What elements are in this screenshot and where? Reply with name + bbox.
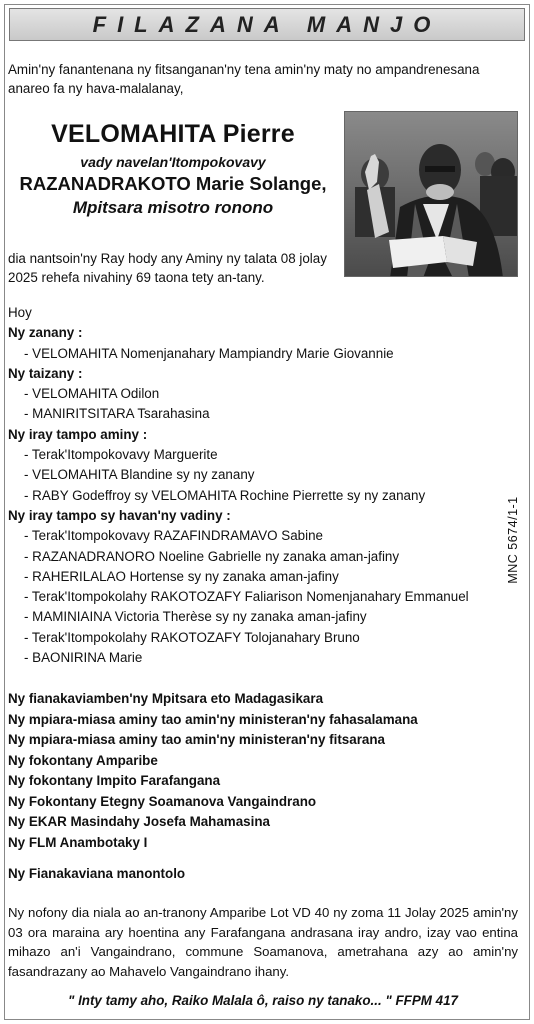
death-notice: dia nantsoin'ny Ray hody any Aminy ny talata 08 jolay 2025 rehefa nivahiny 69 taona tety an-tany. (8, 251, 327, 285)
notice-title: FILAZANA MANJO (92, 11, 442, 37)
organization-item: Ny Fokontany Etegny Soamanova Vangaindrano (8, 793, 317, 809)
list-item: - RAHERILALAO Hortense sy ny zanaka aman-jafiny (24, 568, 339, 584)
list-item: - MAMINIAINA Victoria Therèse sy ny zanaka aman-jafiny (24, 609, 367, 625)
list-item: - VELOMAHITA Blandine sy ny zanany (24, 467, 255, 483)
closing-family: Ny Fianakaviana manontolo (8, 866, 186, 881)
notice-header (9, 8, 525, 41)
list-item: - Terak'Itompokolahy RAKOTOZAFY Tolojanahary Bruno (24, 629, 360, 645)
list-item: - VELOMAHITA Nomenjanahary Mampiandry Marie Giovannie (24, 345, 394, 361)
hymn-quote: " Inty tamy aho, Raiko Malala ô, raiso ny tanako... " FFPM 417 (68, 993, 458, 1008)
list-item: - Terak'Itompokolahy RAKOTOZAFY Faliarison Nomenjanahary Emmanuel (24, 589, 469, 605)
organizations-list (8, 689, 518, 853)
funeral-details: Ny nofony dia niala ao an-tranony Amparibe Lot VD 40 ny zoma 11 Jolay 2025 amin'ny 03 ora maraina ary hoentina any Farafangana andrasana iray andro, izay vao entina mihazo an'i Vangaindrano, commune Soamanova, ametrahana azy ao amin'ny fasandrazany ao Mahavelo Vangaindrano ihany. (8, 905, 518, 979)
deceased-name: VELOMAHITA Pierre (51, 120, 295, 148)
list-item: - RAZANADRANORO Noeline Gabrielle ny zanaka aman-jafiny (24, 548, 400, 564)
family-heading: Ny zanany : (8, 325, 83, 341)
spouse-title: Mpitsara misotro ronono (72, 198, 274, 217)
family-heading: Ny iray tampo aminy : (8, 426, 148, 442)
deceased-block (8, 118, 338, 220)
family-intro: Hoy (8, 305, 32, 320)
organization-item: Ny fokontany Impito Farafangana (8, 773, 221, 788)
organization-item: Ny fianakaviamben'ny Mpitsara eto Madagasikara (8, 691, 324, 706)
portrait-image (345, 112, 518, 277)
family-heading: Ny iray tampo sy havan'ny vadiny : (8, 507, 231, 523)
organization-item: Ny mpiara-miasa aminy tao amin'ny ministeran'ny fitsarana (8, 732, 385, 747)
deceased-photo (344, 111, 518, 277)
list-item: - VELOMAHITA Odilon (24, 386, 160, 402)
family-list (8, 303, 508, 668)
list-item: - BAONIRINA Marie (24, 650, 143, 666)
spouse-name: RAZANADRAKOTO Marie Solange, (19, 173, 327, 194)
list-item: - Terak'Itompokovavy Marguerite (24, 447, 218, 463)
organization-item: Ny mpiara-miasa aminy tao amin'ny ministeran'ny fahasalamana (8, 711, 418, 727)
reference-code: MNC 5674/1-1 (506, 496, 520, 584)
organization-item: Ny FLM Anambotaky I (8, 834, 148, 850)
intro-text: Amin'ny fanantenana ny fitsanganan'ny tena amin'ny maty no ampandrenesana anareo fa ny hava-malalanay, (8, 62, 480, 96)
list-item: - MANIRITSITARA Tsarahasina (24, 406, 210, 422)
list-item: - Terak'Itompokovavy RAZAFINDRAMAVO Sabine (24, 528, 323, 544)
family-heading: Ny taizany : (8, 365, 83, 381)
list-item: - RABY Godeffroy sy VELOMAHITA Rochine Pierrette sy ny zanany (24, 487, 426, 503)
organization-item: Ny fokontany Amparibe (8, 752, 158, 768)
spouse-label: vady navelan'Itompokovavy (80, 154, 266, 170)
organization-item: Ny EKAR Masindahy Josefa Mahamasina (8, 814, 270, 829)
